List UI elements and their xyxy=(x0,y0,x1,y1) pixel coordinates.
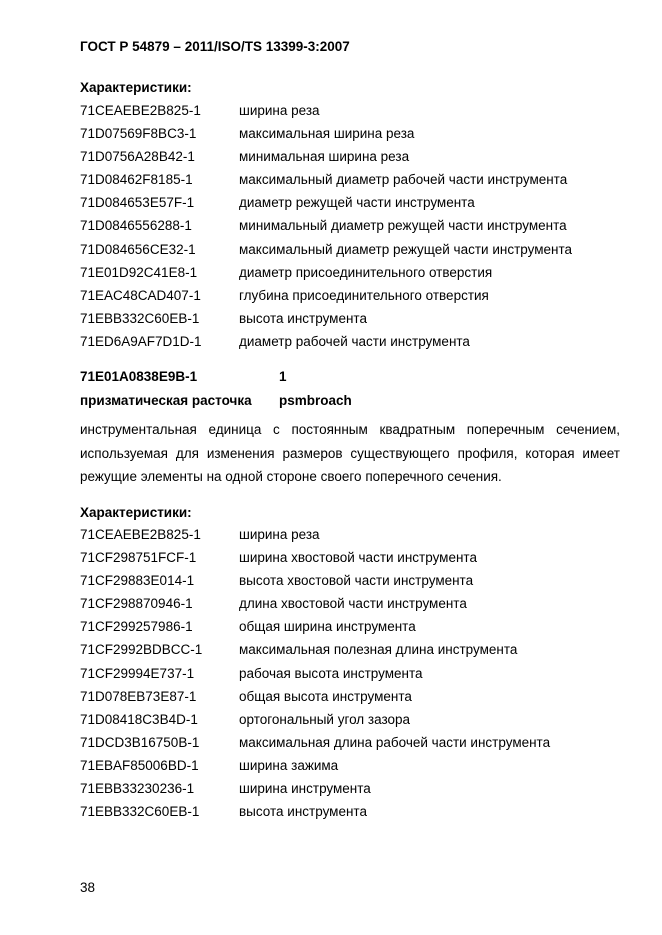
property-name: высота хвостовой части инструмента xyxy=(239,573,474,589)
list-item xyxy=(80,523,620,546)
list-item xyxy=(80,592,620,615)
property-code: 71CF2992BDBCC-1 xyxy=(80,642,203,658)
property-name: ширина зажима xyxy=(239,757,339,773)
property-name: длина хвостовой части инструмента xyxy=(239,596,467,612)
property-name: максимальный диаметр режущей части инструмента xyxy=(239,241,572,257)
property-name: высота инструмента xyxy=(239,804,367,820)
property-code: 71D08462F8185-1 xyxy=(80,172,193,188)
list-item xyxy=(80,238,620,261)
list-item xyxy=(80,307,620,330)
list-item xyxy=(80,284,620,307)
characteristics-label-2: Характеристики: xyxy=(80,505,192,520)
characteristics-list-1 xyxy=(80,99,620,353)
property-code: 71E01D92C41E8-1 xyxy=(80,264,198,280)
property-code: 71CEAEBE2B825-1 xyxy=(80,527,201,542)
property-code: 71CF29883E014-1 xyxy=(80,573,195,589)
property-name: диаметр присоединительного отверстия xyxy=(239,264,493,280)
property-code: 71CF299257986-1 xyxy=(80,619,193,635)
characteristics-list-2 xyxy=(80,523,620,823)
property-name: ширина реза xyxy=(239,527,320,542)
list-item xyxy=(80,615,620,638)
entry-code-row xyxy=(80,369,287,384)
list-item xyxy=(80,754,620,777)
entry-version: 1 xyxy=(279,369,287,384)
page-number: 38 xyxy=(80,880,96,895)
list-item xyxy=(80,145,620,168)
property-name: рабочая высота инструмента xyxy=(239,665,423,681)
property-name: общая ширина инструмента xyxy=(239,619,416,635)
list-item xyxy=(80,168,620,191)
property-name: общая высота инструмента xyxy=(239,688,412,704)
property-code: 71D078EB73E87-1 xyxy=(80,688,197,704)
document-header: ГОСТ Р 54879 – 2011/ISO/TS 13399-3:2007 xyxy=(80,39,350,54)
entry-definition: инструментальная единица с постоянным квадратным поперечным сечением, используемая для изменения размеров существующего профиля, которая имеет режущие элементы на одной стороне своего поперечного сечения. xyxy=(80,422,620,484)
property-code: 71CF298751FCF-1 xyxy=(80,550,197,566)
property-code: 71EBB332C60EB-1 xyxy=(80,310,200,326)
property-code: 71DCD3B16750B-1 xyxy=(80,734,200,750)
list-item xyxy=(80,662,620,685)
property-name: диаметр рабочей части инструмента xyxy=(239,333,470,349)
property-code: 71CF298870946-1 xyxy=(80,596,193,612)
list-item xyxy=(80,569,620,592)
property-code: 71D0846556288-1 xyxy=(80,218,192,234)
property-code: 71EBB332C60EB-1 xyxy=(80,804,200,820)
list-item xyxy=(80,685,620,708)
property-code: 71CEAEBE2B825-1 xyxy=(80,103,201,118)
list-item xyxy=(80,777,620,800)
property-name: минимальный диаметр режущей части инструмента xyxy=(239,218,567,234)
list-item xyxy=(80,731,620,754)
list-item xyxy=(80,638,620,661)
property-name: диаметр режущей части инструмента xyxy=(239,195,475,211)
list-item xyxy=(80,546,620,569)
property-code: 71D084653E57F-1 xyxy=(80,195,195,211)
property-code: 71ED6A9AF7D1D-1 xyxy=(80,333,202,349)
characteristics-label-1: Характеристики: xyxy=(80,80,192,95)
list-item xyxy=(80,99,620,122)
entry-term-ru: призматическая расточка xyxy=(80,393,252,408)
property-name: минимальная ширина реза xyxy=(239,149,410,165)
property-name: ортогональный угол зазора xyxy=(239,711,411,727)
property-code: 71EAC48CAD407-1 xyxy=(80,287,201,303)
entry-code: 71E01A0838E9B-1 xyxy=(80,369,198,384)
entry-term-row xyxy=(80,393,352,408)
property-name: ширина реза xyxy=(239,103,320,118)
property-name: максимальный диаметр рабочей части инструмента xyxy=(239,172,568,188)
list-item xyxy=(80,122,620,145)
property-name: максимальная ширина реза xyxy=(239,126,415,142)
list-item xyxy=(80,708,620,731)
list-item xyxy=(80,330,620,353)
property-code: 71EBB33230236-1 xyxy=(80,781,195,797)
list-item xyxy=(80,261,620,284)
property-name: ширина хвостовой части инструмента xyxy=(239,550,477,566)
property-code: 71D0756A28B42-1 xyxy=(80,149,195,165)
property-name: ширина инструмента xyxy=(239,781,371,797)
property-name: глубина присоединительного отверстия xyxy=(239,287,489,303)
property-code: 71D084656CE32-1 xyxy=(80,241,196,257)
list-item xyxy=(80,214,620,237)
property-name: высота инструмента xyxy=(239,310,367,326)
list-item xyxy=(80,800,620,823)
entry-term-en: psmbroach xyxy=(279,393,352,408)
property-code: 71D08418C3B4D-1 xyxy=(80,711,198,727)
property-code: 71D07569F8BC3-1 xyxy=(80,126,197,142)
property-name: максимальная полезная длина инструмента xyxy=(239,642,518,658)
property-code: 71CF29994E737-1 xyxy=(80,665,195,681)
property-name: максимальная длина рабочей части инструмента xyxy=(239,734,551,750)
list-item xyxy=(80,191,620,214)
property-code: 71EBAF85006BD-1 xyxy=(80,757,199,773)
